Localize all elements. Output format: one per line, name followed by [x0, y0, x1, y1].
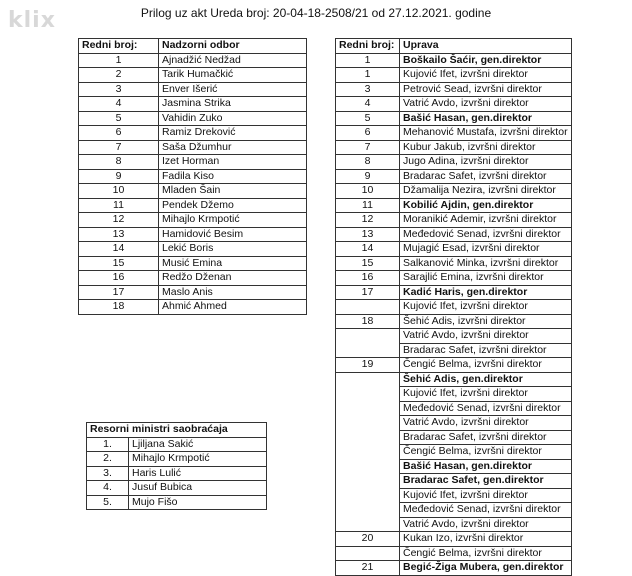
- row-number: 2.: [87, 452, 129, 467]
- row-name: Kobilić Ajdin, gen.direktor: [400, 198, 572, 213]
- table-row: [336, 546, 572, 561]
- row-name: Džamalija Nezira, izvršni direktor: [400, 184, 572, 199]
- row-number: [336, 343, 400, 358]
- table-row: [336, 561, 572, 576]
- row-name: Šehić Adis, izvršni direktor: [400, 314, 572, 329]
- table-row: [79, 155, 307, 170]
- row-number: 5: [79, 111, 159, 126]
- row-name: Begić-Žiga Mubera, gen.direktor: [400, 561, 572, 576]
- table-row: [336, 256, 572, 271]
- row-name: Sarajlić Emina, izvršni direktor: [400, 271, 572, 286]
- table-row: [79, 68, 307, 83]
- header-number: Redni broj:: [336, 39, 400, 54]
- table-row: [79, 256, 307, 271]
- row-name: Bašić Hasan, gen.direktor: [400, 111, 572, 126]
- row-number: 4: [336, 97, 400, 112]
- table-row: [87, 437, 267, 452]
- table-row: [336, 532, 572, 547]
- table-row: [79, 242, 307, 257]
- row-number: [336, 445, 400, 460]
- row-number: 17: [336, 285, 400, 300]
- row-number: 10: [79, 184, 159, 199]
- row-number: 11: [336, 198, 400, 213]
- row-number: 5.: [87, 495, 129, 510]
- table-row: [336, 140, 572, 155]
- table-row: [336, 155, 572, 170]
- row-name: Mladen Šain: [159, 184, 307, 199]
- row-name: Mujagić Esad, izvršni direktor: [400, 242, 572, 257]
- table-row: [336, 314, 572, 329]
- table-row: [79, 126, 307, 141]
- row-name: Vahidin Zuko: [159, 111, 307, 126]
- row-number: 1.: [87, 437, 129, 452]
- row-number: 15: [336, 256, 400, 271]
- table-row: [79, 227, 307, 242]
- table-row: [79, 300, 307, 315]
- row-number: 17: [79, 285, 159, 300]
- row-name: Ljiljana Sakić: [129, 437, 267, 452]
- row-name: Tarik Humačkić: [159, 68, 307, 83]
- row-name: Bradarac Safet, izvršni direktor: [400, 430, 572, 445]
- row-number: [336, 488, 400, 503]
- row-name: Mihajlo Krmpotić: [129, 452, 267, 467]
- header-ministers: Resorni ministri saobraćaja: [87, 423, 267, 438]
- table-row: [336, 213, 572, 228]
- row-number: 4: [79, 97, 159, 112]
- row-number: 1: [79, 53, 159, 68]
- row-name: Pendek Džemo: [159, 198, 307, 213]
- table-row: [336, 343, 572, 358]
- row-number: 12: [79, 213, 159, 228]
- row-number: 18: [79, 300, 159, 315]
- row-name: Boškailo Šaćir, gen.direktor: [400, 53, 572, 68]
- row-number: [336, 546, 400, 561]
- row-number: 13: [336, 227, 400, 242]
- row-name: Ramiz Dreković: [159, 126, 307, 141]
- row-name: Mujo Fišo: [129, 495, 267, 510]
- row-name: Fadila Kiso: [159, 169, 307, 184]
- row-number: 18: [336, 314, 400, 329]
- row-number: 15: [79, 256, 159, 271]
- row-name: Čengić Belma, izvršni direktor: [400, 358, 572, 373]
- table-row: [336, 387, 572, 402]
- table-row: [336, 82, 572, 97]
- row-number: 7: [79, 140, 159, 155]
- table-row: [79, 285, 307, 300]
- table-row: [79, 140, 307, 155]
- table-row: [336, 285, 572, 300]
- row-number: [336, 401, 400, 416]
- table-row: [336, 169, 572, 184]
- table-row: [79, 213, 307, 228]
- row-number: [336, 329, 400, 344]
- row-number: 9: [336, 169, 400, 184]
- table-row: [87, 495, 267, 510]
- table-row: [336, 242, 572, 257]
- table-row: [336, 459, 572, 474]
- row-number: 6: [336, 126, 400, 141]
- row-name: Maslo Anis: [159, 285, 307, 300]
- row-number: 2: [79, 68, 159, 83]
- row-name: Kukan Izo, izvršni direktor: [400, 532, 572, 547]
- row-number: 20: [336, 532, 400, 547]
- row-name: Hamidović Besim: [159, 227, 307, 242]
- table-row: [79, 169, 307, 184]
- row-name: Međedović Senad, izvršni direktor: [400, 401, 572, 416]
- row-name: Bradarac Safet, izvršni direktor: [400, 343, 572, 358]
- table-row: [87, 466, 267, 481]
- row-name: Čengić Belma, izvršni direktor: [400, 445, 572, 460]
- table-row: [79, 198, 307, 213]
- table-row: [79, 271, 307, 286]
- row-number: 10: [336, 184, 400, 199]
- row-number: 9: [79, 169, 159, 184]
- row-number: 3: [79, 82, 159, 97]
- table-row: [336, 111, 572, 126]
- row-number: 16: [79, 271, 159, 286]
- row-name: Mehanović Mustafa, izvršni direktor: [400, 126, 572, 141]
- table-row: [336, 271, 572, 286]
- row-number: 12: [336, 213, 400, 228]
- table-row: [79, 97, 307, 112]
- table-row: [79, 53, 307, 68]
- table-row: [336, 445, 572, 460]
- row-name: Kadić Haris, gen.direktor: [400, 285, 572, 300]
- table-row: [79, 184, 307, 199]
- row-name: Bradarac Safet, gen.direktor: [400, 474, 572, 489]
- row-number: 19: [336, 358, 400, 373]
- row-name: Vatrić Avdo, izvršni direktor: [400, 329, 572, 344]
- row-number: [336, 474, 400, 489]
- ministers-table: [86, 422, 267, 510]
- row-name: Kujović Ifet, izvršni direktor: [400, 300, 572, 315]
- table-row: [87, 481, 267, 496]
- table-row: [336, 517, 572, 532]
- row-name: Međedović Senad, izvršni direktor: [400, 503, 572, 518]
- row-number: [336, 503, 400, 518]
- row-number: [336, 372, 400, 387]
- row-number: 13: [79, 227, 159, 242]
- row-name: Međedović Senad, izvršni direktor: [400, 227, 572, 242]
- table-row: [79, 111, 307, 126]
- header-board: Nadzorni odbor: [159, 39, 307, 54]
- table-header-row: [87, 423, 267, 438]
- table-row: [336, 488, 572, 503]
- row-number: 8: [79, 155, 159, 170]
- table-row: [336, 53, 572, 68]
- row-name: Haris Lulić: [129, 466, 267, 481]
- table-row: [336, 503, 572, 518]
- management-table: [335, 38, 572, 576]
- table-row: [87, 452, 267, 467]
- row-number: [336, 416, 400, 431]
- table-row: [336, 358, 572, 373]
- row-name: Lekić Boris: [159, 242, 307, 257]
- row-number: 14: [79, 242, 159, 257]
- document-title: Prilog uz akt Ureda broj: 20-04-18-2508/21 od 27.12.2021. godine: [140, 6, 492, 20]
- row-name: Petrović Sead, izvršni direktor: [400, 82, 572, 97]
- header-management: Uprava: [400, 39, 572, 54]
- row-number: 16: [336, 271, 400, 286]
- table-row: [336, 329, 572, 344]
- table-row: [336, 97, 572, 112]
- watermark-logo: klix: [8, 8, 56, 33]
- table-row: [79, 82, 307, 97]
- row-name: Redžo Dženan: [159, 271, 307, 286]
- row-name: Šehić Adis, gen.direktor: [400, 372, 572, 387]
- row-name: Čengić Belma, izvršni direktor: [400, 546, 572, 561]
- row-name: Musić Emina: [159, 256, 307, 271]
- table-row: [336, 198, 572, 213]
- row-number: 5: [336, 111, 400, 126]
- row-name: Ahmić Ahmed: [159, 300, 307, 315]
- table-row: [336, 372, 572, 387]
- row-name: Kujović Ifet, izvršni direktor: [400, 68, 572, 83]
- row-number: 6: [79, 126, 159, 141]
- row-name: Kujović Ifet, izvršni direktor: [400, 387, 572, 402]
- row-number: 1: [336, 53, 400, 68]
- row-number: [336, 300, 400, 315]
- row-number: 1: [336, 68, 400, 83]
- table-row: [336, 300, 572, 315]
- row-number: [336, 387, 400, 402]
- table-header-row: [79, 39, 307, 54]
- row-name: Kujović Ifet, izvršni direktor: [400, 488, 572, 503]
- header-number: Redni broj:: [79, 39, 159, 54]
- row-name: Bašić Hasan, gen.direktor: [400, 459, 572, 474]
- row-name: Mihajlo Krmpotić: [159, 213, 307, 228]
- row-name: Vatrić Avdo, izvršni direktor: [400, 517, 572, 532]
- table-row: [336, 184, 572, 199]
- row-name: Kubur Jakub, izvršni direktor: [400, 140, 572, 155]
- row-name: Vatrić Avdo, izvršni direktor: [400, 97, 572, 112]
- row-name: Vatrić Avdo, izvršni direktor: [400, 416, 572, 431]
- row-name: Saša Džumhur: [159, 140, 307, 155]
- row-name: Jasmina Strika: [159, 97, 307, 112]
- table-row: [336, 227, 572, 242]
- row-name: Salkanović Minka, izvršni direktor: [400, 256, 572, 271]
- table-row: [336, 474, 572, 489]
- row-number: [336, 459, 400, 474]
- table-row: [336, 126, 572, 141]
- row-number: 3: [336, 82, 400, 97]
- table-row: [336, 68, 572, 83]
- row-name: Izet Horman: [159, 155, 307, 170]
- table-row: [336, 430, 572, 445]
- table-header-row: [336, 39, 572, 54]
- row-name: Ajnadžić Nedžad: [159, 53, 307, 68]
- row-number: 7: [336, 140, 400, 155]
- row-number: 3.: [87, 466, 129, 481]
- row-name: Moranikić Ademir, izvršni direktor: [400, 213, 572, 228]
- row-name: Jugo Adina, izvršni direktor: [400, 155, 572, 170]
- table-row: [336, 416, 572, 431]
- row-number: [336, 430, 400, 445]
- row-number: 21: [336, 561, 400, 576]
- row-name: Bradarac Safet, izvršni direktor: [400, 169, 572, 184]
- row-number: 8: [336, 155, 400, 170]
- row-number: [336, 517, 400, 532]
- row-name: Enver Išerić: [159, 82, 307, 97]
- row-number: 11: [79, 198, 159, 213]
- row-number: 4.: [87, 481, 129, 496]
- row-name: Jusuf Bubica: [129, 481, 267, 496]
- supervisory-board-table: [78, 38, 307, 315]
- table-row: [336, 401, 572, 416]
- row-number: 14: [336, 242, 400, 257]
